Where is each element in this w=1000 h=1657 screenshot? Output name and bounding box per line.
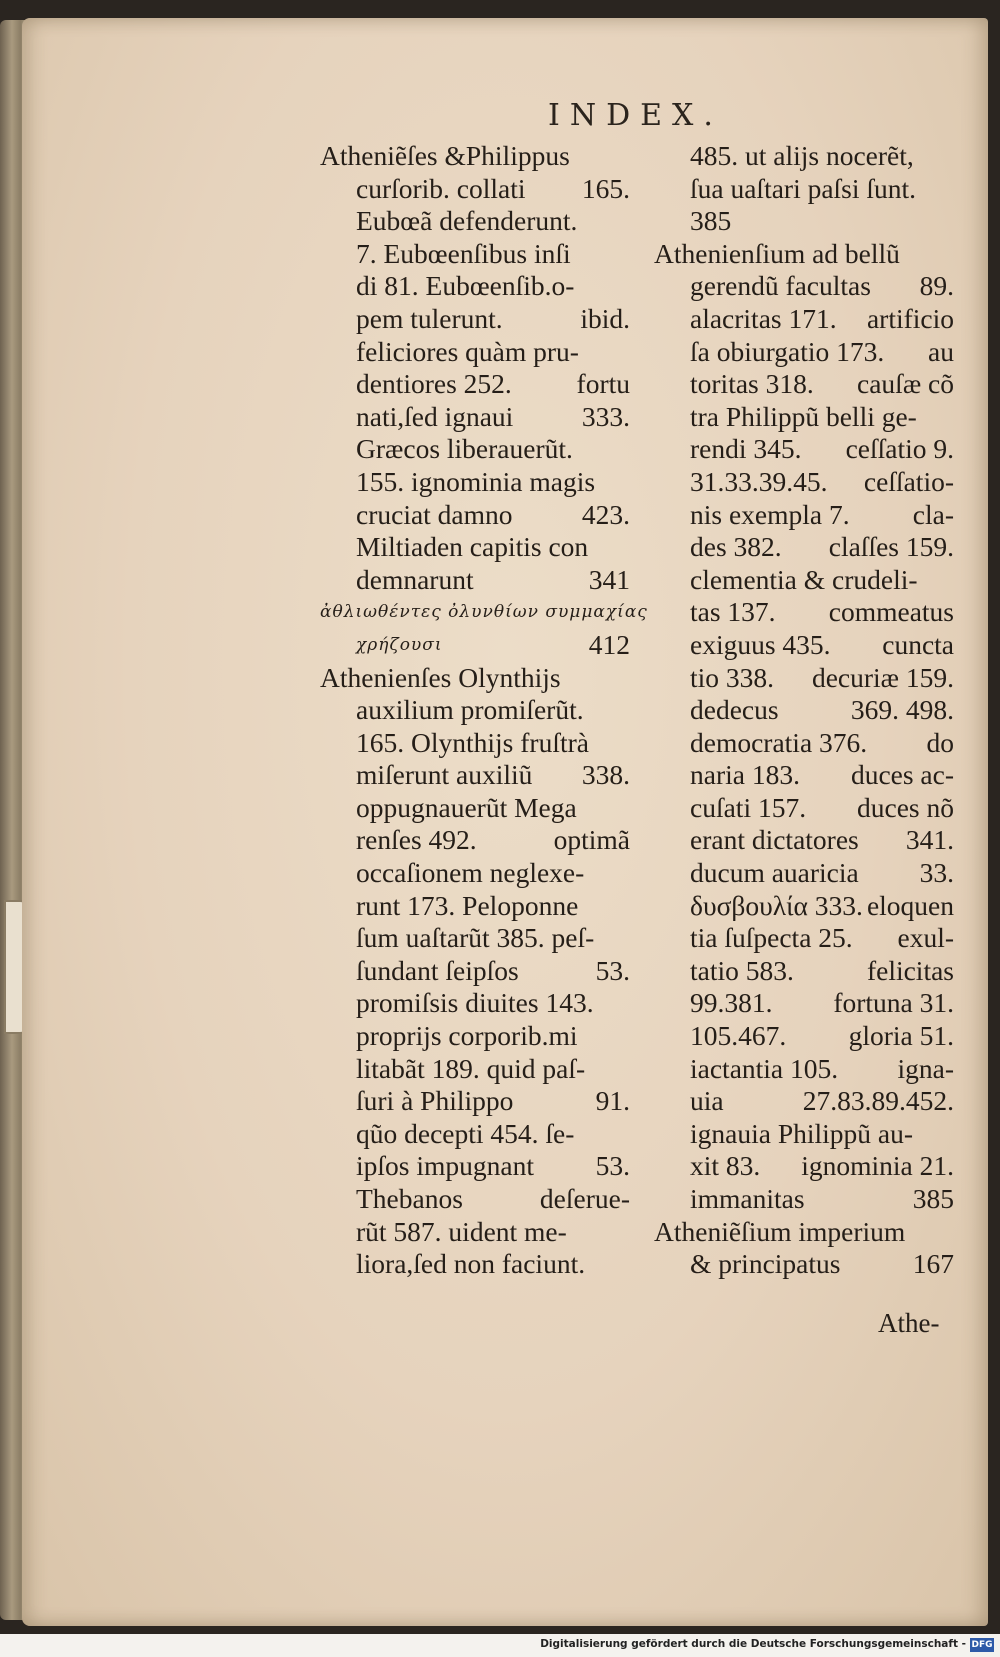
entry-reference: fortuna 31. (833, 987, 954, 1019)
entry-text: nati,ſed ignaui (356, 400, 514, 432)
entry-text: ſuri à Philippo (356, 1085, 514, 1117)
entry-text: cuſati 157. (690, 791, 807, 823)
entry-text: auxilium promiſerũt. (356, 694, 584, 726)
right-column-line (654, 727, 954, 760)
entry-text: Eubœã defenderunt. (356, 205, 578, 237)
entry-reference: 53. (595, 1150, 630, 1182)
left-column-line (320, 922, 630, 955)
entry-text: rũt 587. uident me- (356, 1215, 567, 1247)
entry-text: qũo decepti 454. ſe- (356, 1117, 575, 1149)
entry-text: Athenienſium ad bellũ (654, 237, 900, 269)
left-column-line (320, 303, 630, 336)
left-column-line (320, 238, 630, 271)
entry-text: toritas 318. (690, 368, 814, 400)
left-column-line (320, 270, 630, 303)
left-column-line (320, 662, 630, 695)
entry-reference: 412 (588, 628, 630, 660)
entry-text: Athenienſes Olynthijs (320, 661, 561, 693)
right-column-line (654, 1053, 954, 1086)
entry-text: 385 (690, 205, 732, 237)
left-column-line (320, 792, 630, 825)
right-column-line (654, 955, 954, 988)
entry-text: democratia 376. (690, 726, 868, 758)
right-column-line (654, 1150, 954, 1183)
right-column-line (654, 140, 954, 173)
entry-reference: 33. (919, 857, 954, 889)
entry-text: liora,ſed non faciunt. (356, 1248, 586, 1280)
right-column-line (654, 629, 954, 662)
left-column-line (320, 596, 648, 629)
right-column-line (654, 173, 954, 206)
entry-reference: duces ac- (850, 759, 954, 791)
catchword: Athe- (878, 1308, 940, 1338)
entry-text: des 382. (690, 531, 782, 563)
entry-text: ducum auaricia (690, 857, 859, 889)
entry-text: 99.381. (690, 987, 773, 1019)
left-column-line (320, 857, 630, 890)
entry-reference: 165. (581, 172, 630, 204)
left-column-line (320, 890, 630, 923)
right-column-line (654, 662, 954, 695)
left-column-line (320, 629, 630, 662)
entry-reference: cuncta (882, 628, 954, 660)
entry-text: tas 137. (690, 596, 776, 628)
entry-text: ſum uaſtarũt 385. peſ- (356, 922, 595, 954)
entry-reference: commeatus (828, 596, 954, 628)
entry-reference: ceſſatio- (863, 465, 954, 497)
entry-text: 485. ut alijs nocerẽt, (690, 140, 914, 171)
entry-reference: claſſes 159. (828, 531, 954, 563)
right-column-line (654, 694, 954, 727)
right-column-line (654, 1020, 954, 1053)
entry-text: promiſsis diuites 143. (356, 987, 594, 1019)
entry-text: & principatus (690, 1248, 841, 1280)
entry-reference: artificio (866, 302, 954, 334)
entry-reference: 167 (912, 1248, 954, 1280)
entry-text: curſorib. collati (356, 172, 526, 204)
left-column-line (320, 499, 630, 532)
entry-text: clementia & crudeli- (690, 563, 918, 595)
entry-text: cruciat damno (356, 498, 513, 530)
right-column-line (654, 433, 954, 466)
entry-reference: 53. (595, 954, 630, 986)
entry-text: exiguus 435. (690, 628, 831, 660)
dfg-logo-icon: DFG (971, 1640, 993, 1650)
entry-reference: gloria 51. (848, 1020, 954, 1052)
entry-text: tatio 583. (690, 954, 794, 986)
entry-text: 7. Eubœenſibus inſi (356, 237, 571, 269)
entry-reference: 385 (912, 1183, 954, 1214)
right-column-line (654, 1216, 954, 1249)
right-column-line (654, 922, 954, 955)
entry-text: litabãt 189. quid paſ- (356, 1052, 586, 1084)
left-column-line (320, 1216, 630, 1249)
right-column-line (654, 401, 954, 434)
left-column-line (320, 401, 630, 434)
entry-reference: ceſſatio 9. (845, 433, 954, 465)
right-column-line (654, 890, 954, 923)
index-column-right (654, 140, 954, 1281)
entry-text: 31.33.39.45. (690, 465, 828, 497)
right-column-line (654, 1118, 954, 1151)
left-column-line (320, 140, 630, 173)
left-column-line (320, 759, 630, 792)
entry-text: feliciores quàm pru- (356, 335, 579, 367)
left-column-line (320, 727, 630, 760)
entry-text: tio 338. (690, 661, 775, 693)
entry-reference: cla- (912, 498, 954, 530)
entry-text: ipſos impugnant (356, 1150, 534, 1182)
right-column-line (654, 531, 954, 564)
left-column-line (320, 205, 630, 238)
entry-reference: duces nõ (857, 791, 954, 823)
left-column-line (320, 1053, 630, 1086)
right-column-line (654, 499, 954, 532)
entry-reference: 89. (919, 270, 954, 302)
entry-text: χρήζουσι (356, 634, 443, 655)
entry-reference: ignominia 21. (801, 1150, 954, 1182)
entry-text: 155. ignominia magis (356, 465, 596, 497)
left-column-line (320, 1248, 630, 1281)
entry-text: δυσβουλία 333. (690, 889, 863, 921)
entry-reference: 27.83.89.452. (802, 1085, 954, 1117)
entry-text: proprijs corporib.mi (356, 1020, 578, 1052)
entry-text: miſerunt auxiliũ (356, 759, 533, 791)
right-column-line (654, 1085, 954, 1118)
entry-text: dentiores 252. (356, 368, 512, 400)
left-column-line (320, 824, 630, 857)
left-column-line (320, 694, 630, 727)
entry-reference: cauſæ cõ (857, 368, 954, 400)
funding-credit: Digitalisierung gefördert durch die Deutsche Forschungsgemeinschaft - (540, 1638, 966, 1650)
entry-text: tia ſuſpecta 25. (690, 922, 853, 954)
entry-text: immanitas (690, 1183, 805, 1214)
left-column-line (320, 1085, 630, 1118)
right-column-line (654, 1183, 954, 1216)
entry-text: oppugnauerũt Mega (356, 791, 577, 823)
right-column-line (654, 368, 954, 401)
left-column-line (320, 173, 630, 206)
entry-text: alacritas 171. (690, 302, 837, 334)
entry-text: ignauia Philippũ au- (690, 1117, 914, 1149)
page-header: INDEX. (548, 98, 723, 133)
right-column-line (654, 466, 954, 499)
entry-text: runt 173. Peloponne (356, 889, 579, 921)
right-column-line (654, 270, 954, 303)
entry-text: di 81. Eubœenſib.o- (356, 270, 575, 302)
right-column-line (654, 596, 954, 629)
left-column-line (320, 955, 630, 988)
entry-text: ſa obiurgatio 173. (690, 335, 885, 367)
entry-text: renſes 492. (356, 824, 477, 856)
right-column-line (654, 238, 954, 271)
entry-reference: igna- (897, 1052, 954, 1084)
entry-reference: eloquen (866, 889, 954, 921)
right-column-line (654, 205, 954, 238)
right-column-line (654, 857, 954, 890)
entry-reference: deſerue- (539, 1183, 630, 1214)
entry-text: Atheniẽſium imperium (654, 1215, 906, 1247)
entry-text: xit 83. (690, 1150, 761, 1182)
entry-reference: 91. (595, 1085, 630, 1117)
entry-text: uia (690, 1085, 724, 1117)
entry-text: Thebanos (356, 1183, 463, 1214)
entry-text: naria 183. (690, 759, 800, 791)
entry-text: pem tulerunt. (356, 302, 503, 334)
left-column-line (320, 1020, 630, 1053)
left-column-line (320, 564, 630, 597)
entry-reference: exul- (897, 922, 954, 954)
entry-reference: decuriæ 159. (811, 661, 954, 693)
right-column-line (654, 792, 954, 825)
entry-reference: fortu (576, 368, 630, 400)
left-column-line (320, 531, 630, 564)
index-column-left (320, 140, 648, 1281)
entry-text: ἀθλιωθέντες ὀλυνθίων συμμαχίας (320, 602, 648, 623)
left-column-line (320, 1183, 630, 1216)
entry-reference: ibid. (580, 302, 630, 334)
entry-reference: optimã (553, 824, 630, 856)
left-column-line (320, 336, 630, 369)
right-column-line (654, 336, 954, 369)
entry-text: Atheniẽſes &Philippus (320, 140, 570, 171)
entry-reference: au (928, 335, 954, 367)
entry-text: rendi 345. (690, 433, 802, 465)
right-column-line (654, 303, 954, 336)
left-column-line (320, 368, 630, 401)
entry-text: 165. Olynthijs fruſtrà (356, 726, 589, 758)
entry-text: occaſionem neglexe- (356, 857, 585, 889)
entry-reference: 338. (581, 759, 630, 791)
right-column-line (654, 824, 954, 857)
entry-reference: felicitas (866, 954, 954, 986)
entry-text: 105.467. (690, 1020, 787, 1052)
left-column-line (320, 987, 630, 1020)
entry-text: demnarunt (356, 563, 474, 595)
entry-reference: do (926, 726, 954, 758)
entry-text: erant dictatores (690, 824, 859, 856)
right-column-line (654, 564, 954, 597)
entry-text: gerendũ facultas (690, 270, 871, 302)
right-column-line (654, 1248, 954, 1281)
left-column-line (320, 1150, 630, 1183)
entry-reference: 369. 498. (850, 694, 954, 726)
entry-text: ſua uaſtari paſsi ſunt. (690, 172, 917, 204)
entry-text: Græcos liberauerũt. (356, 433, 573, 465)
entry-reference: 333. (581, 400, 630, 432)
entry-text: iactantia 105. (690, 1052, 839, 1084)
entry-text: nis exempla 7. (690, 498, 850, 530)
entry-text: dedecus (690, 694, 779, 726)
right-column-line (654, 987, 954, 1020)
entry-reference: 423. (581, 498, 630, 530)
entry-reference: 341 (588, 563, 630, 595)
entry-reference: 341. (905, 824, 954, 856)
entry-text: Miltiaden capitis con (356, 531, 589, 563)
entry-text: ſundant ſeipſos (356, 954, 519, 986)
left-column-line (320, 466, 630, 499)
left-column-line (320, 433, 630, 466)
left-column-line (320, 1118, 630, 1151)
right-column-line (654, 759, 954, 792)
entry-text: tra Philippũ belli ge- (690, 400, 917, 432)
